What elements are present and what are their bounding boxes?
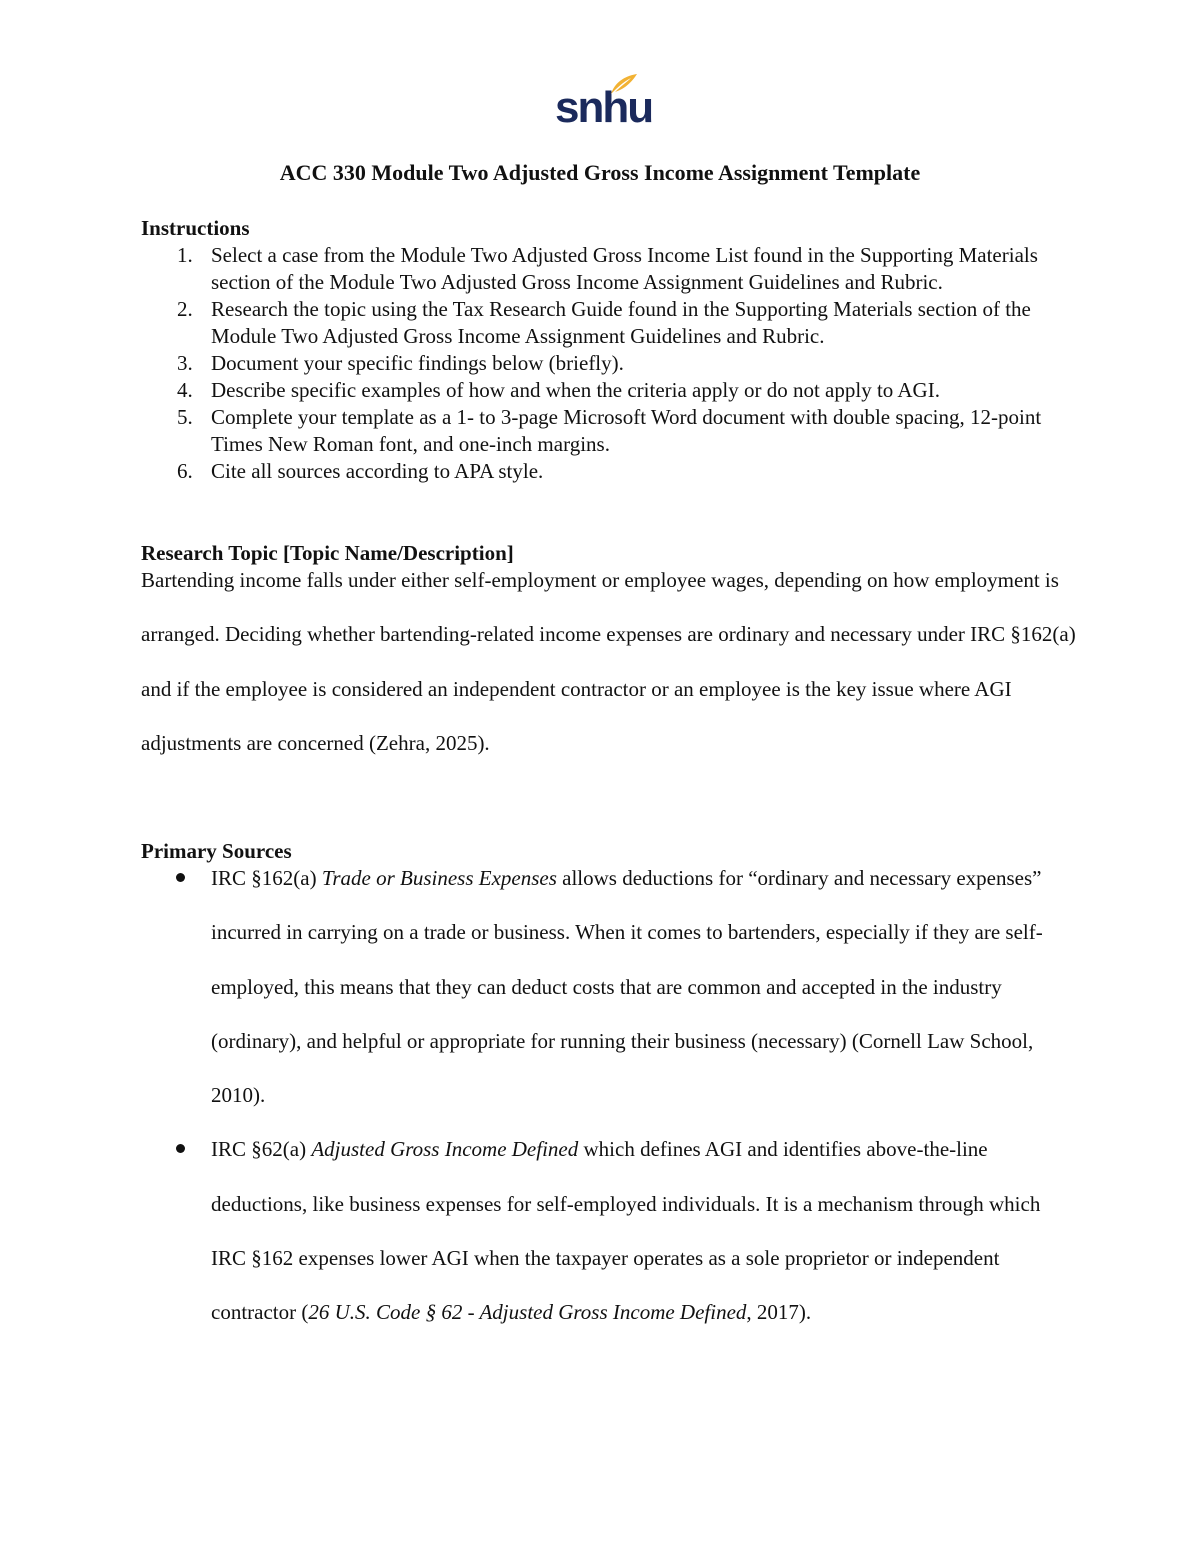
snhu-logo — [553, 72, 653, 134]
source-lead: IRC §62(a) — [211, 1137, 312, 1162]
list-item — [141, 458, 1071, 485]
list-number: 6. — [177, 459, 193, 483]
research-topic-body: Bartending income falls under either self-employment or employee wages, depending on how employment is arranged. Deciding whether bartending-related income expenses are ordinary and necessary under IRC §162(a) and if the employee is considered an independent contractor or an employee is the key issue where AGI adjustments are concerned (Zehra, 2025). — [141, 568, 1076, 755]
source-citation-end: , 2017). — [746, 1300, 812, 1325]
list-item — [141, 404, 1071, 458]
source-title: Adjusted Gross Income Defined — [311, 1137, 579, 1162]
list-item — [141, 1122, 1076, 1339]
page-title: ACC 330 Module Two Adjusted Gross Income Assignment Template — [279, 160, 921, 185]
bullet-icon — [176, 873, 185, 882]
source-lead: IRC §162(a) — [211, 866, 322, 890]
list-number: 3. — [177, 351, 193, 375]
list-item-text: Describe specific examples of how and when the criteria apply or do not apply to AGI. — [211, 378, 940, 402]
primary-sources-list — [141, 851, 1076, 1340]
list-number: 1. — [177, 243, 193, 267]
list-item-text: Document your specific findings below (briefly). — [211, 351, 624, 375]
primary-sources-heading: Primary Sources — [141, 839, 292, 863]
list-item — [141, 242, 1071, 296]
list-item — [141, 851, 1076, 1122]
flame-leaf-icon — [609, 72, 639, 96]
list-item-text: Complete your template as a 1- to 3-page Microsoft Word document with double spacing, 12-point Times New Roman font, and one-inch margins. — [211, 405, 1042, 456]
list-item-text: Select a case from the Module Two Adjusted Gross Income List found in the Supporting Materials section of the Module Two Adjusted Gross Income Assignment Guidelines and Rubric. — [211, 243, 1038, 294]
instructions-heading: Instructions — [141, 216, 250, 240]
list-number: 4. — [177, 378, 193, 402]
list-number: 2. — [177, 297, 193, 321]
list-item — [141, 296, 1071, 350]
source-text: which defines AGI and identifies above-the-line deductions, like business expenses for self-employed individuals. It is a mechanism through which IRC §162 expenses lower AGI when the taxpayer operates as a sole proprietor or independent contractor ( — [211, 1137, 1041, 1325]
instructions-list — [141, 242, 1071, 485]
list-item — [141, 350, 1071, 377]
bullet-icon — [176, 1144, 185, 1153]
source-citation: 26 U.S. Code § 62 - Adjusted Gross Income Defined — [308, 1300, 747, 1325]
logo-wordmark: snhu — [555, 83, 653, 132]
list-number: 5. — [177, 405, 193, 429]
list-item — [141, 377, 1071, 404]
list-item-text: Research the topic using the Tax Research Guide found in the Supporting Materials section of the Module Two Adjusted Gross Income Assignment Guidelines and Rubric. — [211, 297, 1031, 348]
research-topic-heading: Research Topic [Topic Name/Description] — [141, 541, 514, 565]
list-item-text: Cite all sources according to APA style. — [211, 459, 544, 483]
source-text: allows deductions for “ordinary and necessary expenses” incurred in carrying on a trade or business. When it comes to bartenders, especially if they are self-employed, this means that they can deduct costs that are common and accepted in the industry (ordinary), and helpful or appropriate for running their business (necessary) (Cornell Law School, 2010). — [211, 866, 1043, 1108]
source-title: Trade or Business Expenses — [321, 866, 557, 890]
